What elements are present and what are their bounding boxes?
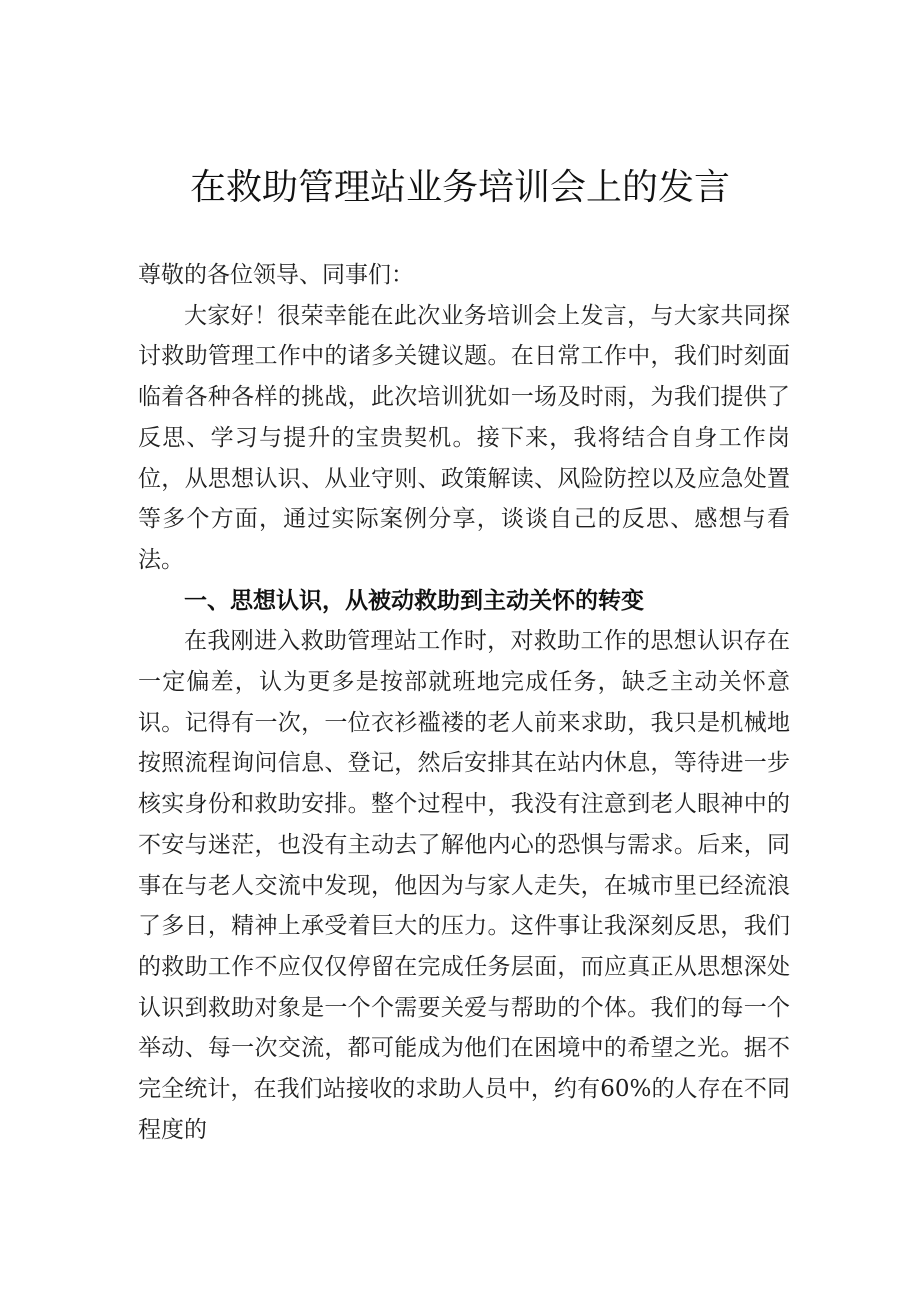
- paragraph-intro: 大家好！很荣幸能在此次业务培训会上发言，与大家共同探讨救助管理工作中的诸多关键议题。在日常工作中，我们时刻面临着各种各样的挑战，此次培训犹如一场及时雨，为我们提供了反思、学习与提升的宝贵契机。接下来，我将结合自身工作岗位，从思想认识、从业守则、政策解读、风险防控以及应急处置等多个方面，通过实际案例分享，谈谈自己的反思、感想与看法。: [138, 302, 790, 573]
- paragraph-section-1: 在我刚进入救助管理站工作时，对救助工作的思想认识存在一定偏差，认为更多是按部就班地完成任务，缺乏主动关怀意识。记得有一次，一位衣衫褴褛的老人前来求助，我只是机械地按照流程询问信息、登记，然后安排其在站内休息，等待进一步核实身份和救助安排。整个过程中，我没有注意到老人眼神中的不安与迷茫，也没有主动去了解他内心的恐惧与需求。后来，同事在与老人交流中发现，他因为与家人走失，在城市里已经流浪了多日，精神上承受着巨大的压力。这件事让我深刻反思，我们的救助工作不应仅仅停留在完成任务层面，而应真正从思想深处认识到救助对象是一个个需要关爱与帮助的个体。我们的每一个举动、每一次交流，都可能成为他们在困境中的希望之光。据不完全统计，在我们站接收的求助人员中，约有60%的人存在不同程度的: [138, 628, 790, 1143]
- document-title: 在救助管理站业务培训会上的发言: [189, 167, 730, 208]
- section-heading: 一、思想认识，从被动救助到主动关怀的转变: [184, 587, 644, 614]
- document-body: [138, 255, 790, 1150]
- greeting: 尊敬的各位领导、同事们：: [138, 262, 414, 288]
